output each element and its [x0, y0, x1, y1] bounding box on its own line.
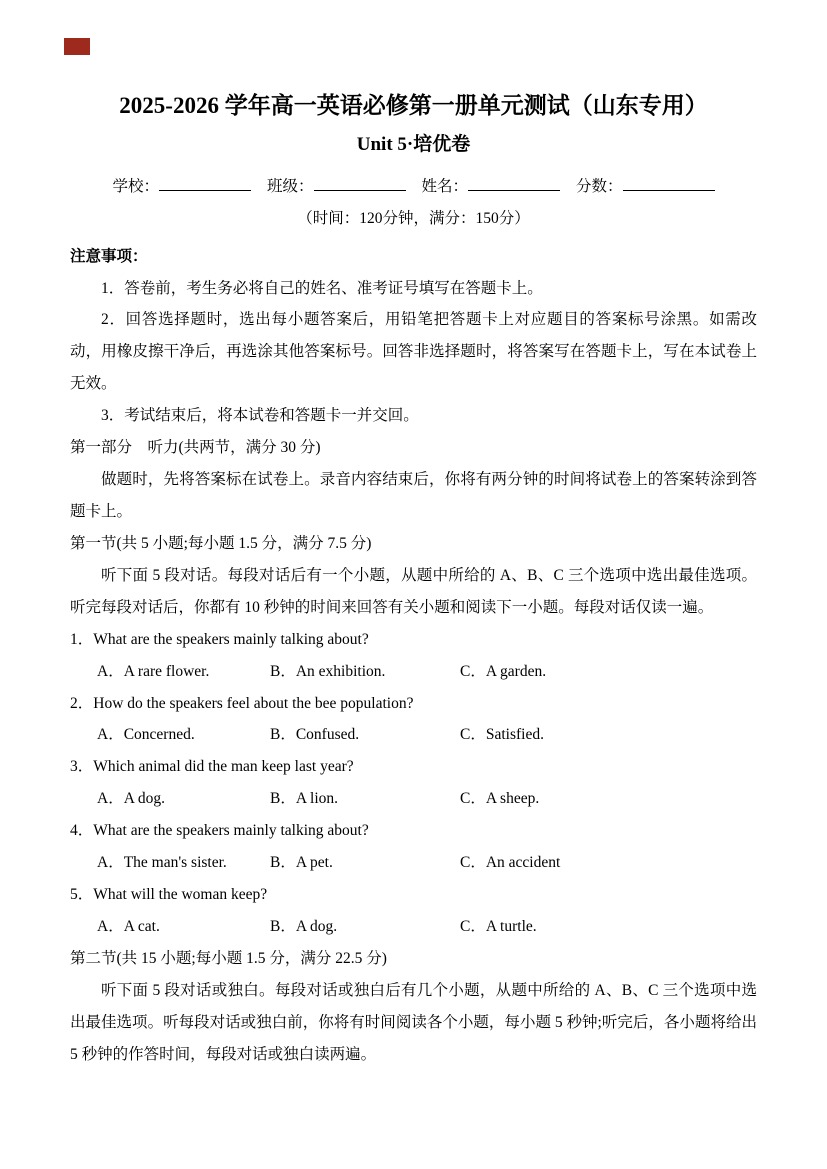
question-3	[70, 751, 757, 815]
question-options	[70, 783, 757, 815]
question-text: 3．Which animal did the man keep last year?	[70, 758, 354, 776]
section1-heading: 第一节(共 5 小题;每小题 1.5 分，满分 7.5 分)	[70, 534, 372, 552]
name-blank	[468, 174, 560, 191]
question-text: 4．What are the speakers mainly talking about?	[70, 822, 369, 840]
page-subtitle: Unit 5·培优卷	[356, 134, 471, 156]
option-b: B．A pet.	[270, 854, 333, 872]
option-a: A．Concerned.	[97, 726, 195, 744]
question-text: 5．What will the woman keep?	[70, 886, 268, 904]
option-b: B．A lion.	[270, 790, 339, 808]
part1-note: 做题时，先将答案标在试卷上。录音内容结束后，你将有两分钟的时间将试卷上的答案转涂到答题卡上。	[70, 471, 757, 520]
option-a: A．A dog.	[97, 790, 166, 808]
score-label: 分数：	[576, 177, 623, 195]
question-options	[70, 847, 757, 879]
school-label: 学校：	[112, 177, 159, 195]
name-label: 姓名：	[421, 177, 469, 195]
question-text: 2．How do the speakers feel about the bee population?	[70, 694, 414, 712]
score-blank	[623, 174, 715, 191]
question-text: 1．What are the speakers mainly talking about?	[70, 630, 369, 648]
option-c: C．A sheep.	[460, 790, 540, 808]
option-a: A．A cat.	[97, 917, 160, 935]
info-line	[70, 171, 757, 203]
notice-item-3: 3．考试结束后，将本试卷和答题卡一并交回。	[101, 407, 419, 425]
question-4	[70, 815, 757, 879]
notice-item-2: 2．回答选择题时，选出每小题答案后，用铅笔把答题卡上对应题目的答案标号涂黑。如需改动，用橡皮擦干净后，再选涂其他答案标号。回答非选择题时，将答案写在答题卡上，写在本试卷上无效。	[70, 311, 757, 393]
option-a: A．A rare flower.	[97, 662, 210, 680]
section1-note: 听下面 5 段对话。每段对话后有一个小题，从题中所给的 A、B、C 三个选项中选出最佳选项。听完每段对话后，你都有 10 秒钟的时间来回答有关小题和阅读下一小题。每段对话仅读一遍。	[70, 566, 757, 616]
section2-heading: 第二节(共 15 小题;每小题 1.5 分，满分 22.5 分)	[70, 949, 387, 967]
option-c: C．Satisfied.	[460, 726, 544, 744]
option-b: B．Confused.	[270, 726, 360, 744]
question-options	[70, 719, 757, 751]
page-title: 2025-2026 学年高一英语必修第一册单元测试（山东专用）	[119, 93, 708, 118]
question-5	[70, 879, 757, 943]
section2-note: 听下面 5 段对话或独白。每段对话或独白后有几个小题，从题中所给的 A、B、C 三个选项中选出最佳选项。听每段对话或独白前，你将有时间阅读各个小题，每小题 5 秒钟;听完后，各小题将给出 5 秒钟的作答时间，每段对话或独白读两遍。	[70, 981, 757, 1063]
option-b: B．A dog.	[270, 917, 338, 935]
school-blank	[159, 174, 251, 191]
question-2	[70, 688, 757, 752]
option-c: C．An accident	[460, 854, 561, 872]
notice-item-1: 1．答卷前，考生务必将自己的姓名、准考证号填写在答题卡上。	[101, 279, 543, 297]
question-options	[70, 911, 757, 943]
question-options	[70, 656, 757, 688]
part1-heading: 第一部分 听力(共两节，满分 30 分)	[70, 439, 321, 457]
class-label: 班级：	[266, 177, 314, 195]
class-blank	[314, 174, 406, 191]
question-1	[70, 624, 757, 688]
option-b: B．An exhibition.	[270, 662, 386, 680]
time-score-line: （时间：120分钟，满分：150分）	[297, 209, 530, 227]
corner-mark	[64, 38, 90, 55]
notice-title: 注意事项：	[70, 247, 148, 265]
option-c: C．A garden.	[460, 662, 547, 680]
option-a: A．The man's sister.	[97, 854, 227, 872]
option-c: C．A turtle.	[460, 917, 537, 935]
